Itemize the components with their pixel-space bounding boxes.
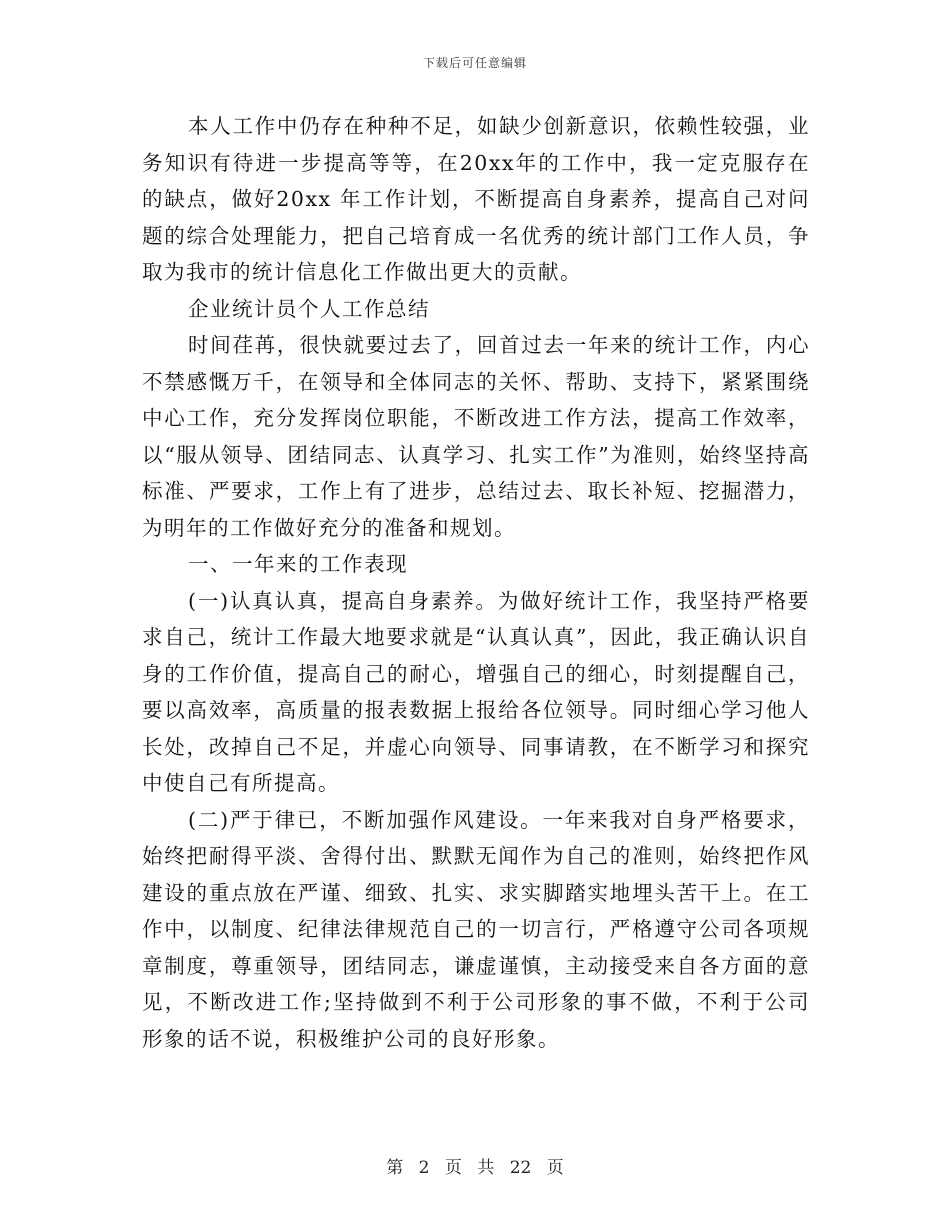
paragraph-item-1: (一)认真认真，提高自身素养。为做好统计工作，我坚持严格要求自己，统计工作最大地要求就是“认真认真”，因此，我正确认识自身的工作价值，提高自己的耐心，增强自己的细心，时刻提醒自己，要以高效率，高质量的报表数据上报给各位领导。同时细心学习他人长处，改掉自己不足，并虚心向领导、同事请教，在不断学习和探究中使自己有所提高。 xyxy=(142,588,810,795)
paragraph-closing-remarks: 本人工作中仍存在种种不足，如缺少创新意识，依赖性较强，业务知识有待进一步提高等等，在20xx年的工作中，我一定克服存在的缺点，做好20xx 年工作计划，不断提高自身素养，提高自己对问题的综合处理能力，把自己培育成一名优秀的统计部门工作人员，争取为我市的统计信息化工作做出更大的贡献。 xyxy=(142,114,810,284)
paragraph-intro: 时间荏苒，很快就要过去了，回首过去一年来的统计工作，内心不禁感慨万千，在领导和全体同志的关怀、帮助、支持下，紧紧围绕中心工作，充分发挥岗位职能，不断改进工作方法，提高工作效率，以“服从领导、团结同志、认真学习、扎实工作”为准则，始终坚持高标准、严要求，工作上有了进步，总结过去、取长补短、挖掘潜力，为明年的工作做好充分的准备和规划。 xyxy=(142,333,810,540)
heading-work-performance: 一、一年来的工作表现 xyxy=(188,552,408,576)
document-body xyxy=(142,108,810,1057)
page-indicator: 第 2 页 共 22 页 xyxy=(386,1158,564,1178)
section-title: 企业统计员个人工作总结 xyxy=(188,296,430,321)
paragraph-item-2: (二)严于律已，不断加强作风建设。一年来我对自身严格要求，始终把耐得平淡、舍得付出、默默无闻作为自己的准则，始终把作风建设的重点放在严谨、细致、扎实、求实脚踏实地埋头苦干上。在工作中，以制度、纪律法律规范自己的一切言行，严格遵守公司各项规章制度，尊重领导，团结同志，谦虚谨慎，主动接受来自各方面的意见，不断改进工作;坚持做到不利于公司形象的事不做，不利于公司形象的话不说，积极维护公司的良好形象。 xyxy=(142,807,810,1051)
header-note: 下载后可任意编辑 xyxy=(422,56,527,70)
